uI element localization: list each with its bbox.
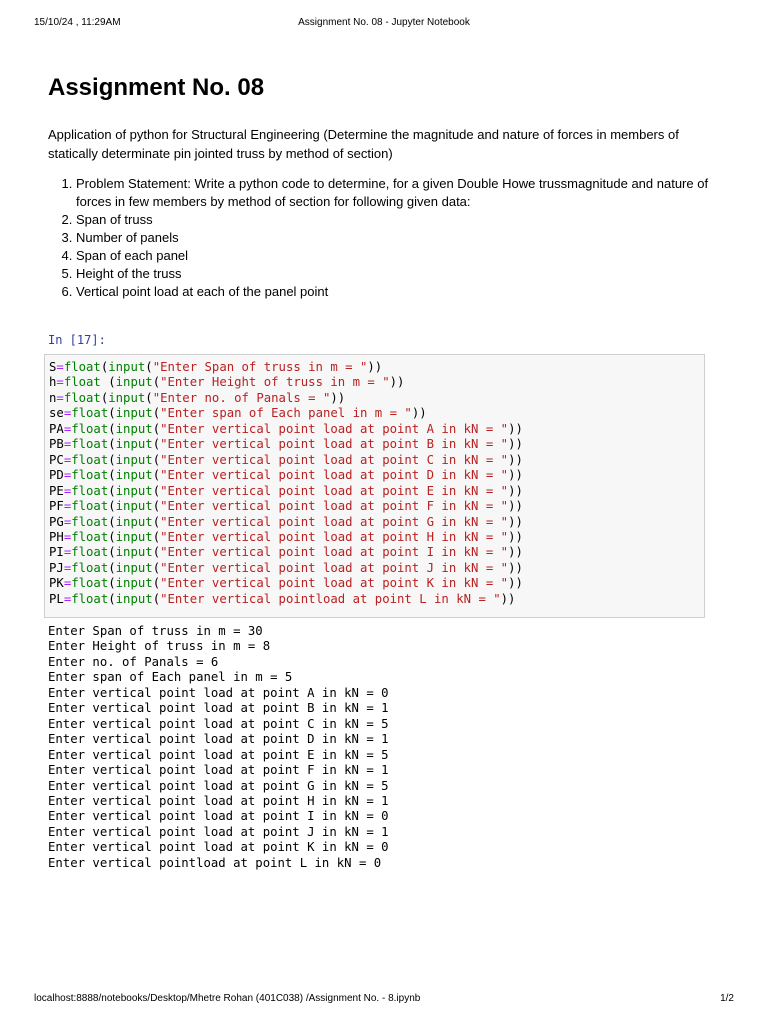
code-builtin: input (115, 421, 153, 436)
list-item: 6. Vertical point load at each of the panel point (76, 283, 716, 301)
code-builtin: float (71, 591, 109, 606)
code-operator: = (56, 375, 64, 390)
code-builtin: float (71, 468, 109, 483)
code-punctuation: )) (367, 360, 383, 374)
list-item: 2. Span of truss (76, 211, 716, 229)
code-builtin: input (115, 437, 153, 452)
output-line: Enter vertical point load at point A in kN = 0 (48, 685, 389, 700)
output-line: Enter vertical point load at point J in kN = 1 (48, 824, 389, 839)
code-operator: = (63, 545, 72, 560)
code-variable: PB (49, 437, 64, 452)
code-builtin: input (115, 591, 153, 606)
code-line (49, 375, 700, 390)
code-string: "Enter vertical point load at point H in kN = " (160, 529, 509, 544)
code-operator: = (56, 360, 64, 374)
code-builtin: float (63, 390, 101, 405)
code-variable: S (49, 360, 57, 374)
code-punctuation: ( (152, 560, 161, 575)
code-punctuation: )) (508, 576, 523, 591)
code-builtin: float (63, 360, 101, 374)
code-builtin: input (115, 406, 153, 421)
code-builtin: float (63, 375, 101, 390)
code-line (49, 515, 700, 530)
code-cell[interactable] (44, 354, 705, 618)
output-line: Enter vertical point load at point I in kN = 0 (48, 809, 389, 824)
code-line (49, 453, 700, 468)
code-punctuation: ( (108, 499, 116, 514)
code-string: "Enter Height of truss in m = " (160, 375, 390, 390)
code-line (49, 545, 700, 560)
code-variable: PJ (49, 560, 64, 575)
code-variable: h (49, 375, 57, 390)
code-builtin: input (115, 468, 153, 483)
code-punctuation: ( (108, 421, 116, 436)
cell-output (48, 624, 389, 871)
code-string: "Enter vertical point load at point E in kN = " (160, 483, 509, 498)
code-punctuation: )) (508, 437, 523, 452)
code-punctuation: ( (152, 437, 161, 452)
code-variable: PD (49, 468, 64, 483)
code-line (49, 406, 700, 421)
code-punctuation: )) (389, 375, 405, 390)
code-string: "Enter vertical point load at point I in kN = " (160, 545, 509, 560)
output-line: Enter vertical point load at point E in kN = 5 (48, 747, 389, 762)
code-variable: PC (49, 452, 64, 467)
notebook-title: Assignment No. 08 (48, 74, 265, 101)
code-variable: PA (49, 421, 64, 436)
code-string: "Enter Span of truss in m = " (152, 360, 368, 374)
code-punctuation: ( (100, 390, 109, 405)
code-builtin: input (108, 390, 146, 405)
code-builtin: input (115, 452, 153, 467)
code-string: "Enter vertical pointload at point L in kN = " (160, 591, 501, 606)
code-operator: = (63, 452, 72, 467)
code-builtin: float (71, 560, 109, 575)
code-builtin: float (71, 529, 109, 544)
code-builtin: input (115, 375, 153, 390)
output-line: Enter vertical point load at point D in kN = 1 (48, 732, 389, 747)
code-punctuation: ( (152, 483, 161, 498)
output-line: Enter vertical point load at point H in kN = 1 (48, 793, 389, 808)
code-punctuation: ( (108, 468, 116, 483)
code-punctuation: ( (108, 591, 116, 606)
output-line: Enter span of Each panel in m = 5 (48, 670, 293, 685)
code-operator: = (63, 468, 72, 483)
code-line (49, 592, 700, 607)
list-item: 4. Span of each panel (76, 247, 716, 265)
code-string: "Enter vertical point load at point D in kN = " (160, 468, 509, 483)
list-item: 5. Height of the truss (76, 265, 716, 283)
output-line: Enter vertical pointload at point L in kN = 0 (48, 855, 382, 870)
code-builtin: float (71, 421, 109, 436)
code-punctuation: )) (508, 452, 523, 467)
code-line (49, 561, 700, 576)
code-builtin: float (71, 514, 109, 529)
code-punctuation: ( (100, 375, 116, 390)
code-punctuation: )) (508, 499, 523, 514)
code-variable: PL (49, 591, 64, 606)
print-header-date: 15/10/24 , 11:29AM (34, 17, 121, 28)
requirements-list (48, 175, 716, 301)
code-operator: = (63, 499, 72, 514)
code-punctuation: ( (145, 390, 153, 405)
code-builtin: input (115, 576, 153, 591)
code-variable: PK (49, 576, 64, 591)
code-punctuation: )) (508, 483, 523, 498)
code-operator: = (63, 591, 72, 606)
list-item: 1. Problem Statement: Write a python code to determine, for a given Double Howe trussmagnitude and nature of forces in few members by method of section for following given data: (76, 175, 716, 211)
code-punctuation: ( (108, 483, 116, 498)
code-punctuation: ( (152, 591, 161, 606)
code-punctuation: )) (508, 529, 523, 544)
code-punctuation: ( (152, 545, 161, 560)
code-operator: = (56, 390, 64, 405)
code-variable: n (49, 390, 57, 405)
code-builtin: input (115, 499, 153, 514)
code-line (49, 468, 700, 483)
code-punctuation: )) (508, 421, 523, 436)
output-line: Enter Span of truss in m = 30 (48, 624, 263, 638)
code-punctuation: ( (152, 576, 161, 591)
code-punctuation: )) (508, 468, 523, 483)
code-punctuation: ( (108, 406, 116, 421)
code-punctuation: ( (152, 375, 161, 390)
code-punctuation: )) (411, 406, 427, 421)
code-string: "Enter no. of Panals = " (152, 390, 331, 405)
code-operator: = (63, 576, 72, 591)
code-punctuation: ( (108, 514, 116, 529)
output-line: Enter Height of truss in m = 8 (48, 639, 271, 654)
code-builtin: float (71, 437, 109, 452)
code-builtin: input (115, 560, 153, 575)
intro-paragraph: Application of python for Structural Engineering (Determine the magnitude and nature of forces in members of statically determinate pin jointed truss by method of section) (48, 127, 679, 161)
output-line: Enter no. of Panals = 6 (48, 654, 219, 669)
code-string: "Enter vertical point load at point F in kN = " (160, 499, 509, 514)
code-string: "Enter vertical point load at point K in kN = " (160, 576, 509, 591)
code-variable: se (49, 406, 64, 421)
code-punctuation: ( (152, 406, 161, 421)
code-line (49, 484, 700, 499)
code-variable: PG (49, 514, 64, 529)
code-operator: = (63, 560, 72, 575)
code-builtin: float (71, 545, 109, 560)
code-punctuation: ( (152, 452, 161, 467)
code-line (49, 576, 700, 591)
code-operator: = (63, 421, 72, 436)
code-variable: PH (49, 529, 64, 544)
print-footer-page-number: 1/2 (720, 993, 734, 1004)
code-string: "Enter vertical point load at point A in kN = " (160, 421, 509, 436)
code-punctuation: ( (108, 576, 116, 591)
output-line: Enter vertical point load at point B in kN = 1 (48, 701, 389, 716)
code-punctuation: ( (145, 360, 153, 374)
code-punctuation: ( (152, 529, 161, 544)
code-variable: PF (49, 499, 64, 514)
code-punctuation: ( (100, 360, 109, 374)
output-line: Enter vertical point load at point F in kN = 1 (48, 763, 389, 778)
code-punctuation: )) (500, 591, 516, 606)
code-line (49, 391, 700, 406)
code-punctuation: )) (508, 514, 523, 529)
code-builtin: float (71, 499, 109, 514)
print-header-title: Assignment No. 08 - Jupyter Notebook (298, 17, 470, 28)
code-builtin: float (71, 406, 109, 421)
code-punctuation: ( (152, 468, 161, 483)
code-string: "Enter vertical point load at point G in kN = " (160, 514, 509, 529)
code-string: "Enter span of Each panel in m = " (160, 406, 412, 421)
input-prompt: In [17]: (48, 333, 106, 347)
code-punctuation: ( (108, 437, 116, 452)
code-builtin: float (71, 483, 109, 498)
print-footer-url: localhost:8888/notebooks/Desktop/Mhetre Rohan (401C038) /Assignment No. - 8.ipynb (34, 993, 421, 1004)
output-line: Enter vertical point load at point C in kN = 5 (48, 716, 389, 731)
code-line (49, 437, 700, 452)
code-operator: = (63, 437, 72, 452)
code-builtin: float (71, 576, 109, 591)
code-builtin: input (108, 360, 146, 374)
code-punctuation: )) (330, 390, 346, 405)
output-line: Enter vertical point load at point K in kN = 0 (48, 840, 389, 855)
code-builtin: input (115, 545, 153, 560)
code-punctuation: ( (108, 529, 116, 544)
output-line: Enter vertical point load at point G in kN = 5 (48, 778, 389, 793)
code-punctuation: ( (152, 499, 161, 514)
code-variable: PE (49, 483, 64, 498)
code-string: "Enter vertical point load at point J in kN = " (160, 560, 509, 575)
code-builtin: float (71, 452, 109, 467)
code-punctuation: ( (152, 514, 161, 529)
code-line (49, 499, 700, 514)
code-punctuation: )) (508, 560, 523, 575)
code-line (49, 530, 700, 545)
code-builtin: input (115, 514, 153, 529)
code-operator: = (63, 514, 72, 529)
code-string: "Enter vertical point load at point C in kN = " (160, 452, 509, 467)
code-punctuation: ( (108, 560, 116, 575)
code-string: "Enter vertical point load at point B in kN = " (160, 437, 509, 452)
code-line (49, 422, 700, 437)
code-punctuation: ( (108, 545, 116, 560)
list-item: 3. Number of panels (76, 229, 716, 247)
code-punctuation: )) (508, 545, 523, 560)
code-variable: PI (49, 545, 64, 560)
code-operator: = (63, 529, 72, 544)
code-builtin: input (115, 529, 153, 544)
code-punctuation: ( (108, 452, 116, 467)
code-builtin: input (115, 483, 153, 498)
code-punctuation: ( (152, 421, 161, 436)
code-line (49, 360, 700, 375)
code-operator: = (63, 483, 72, 498)
code-operator: = (63, 406, 72, 421)
